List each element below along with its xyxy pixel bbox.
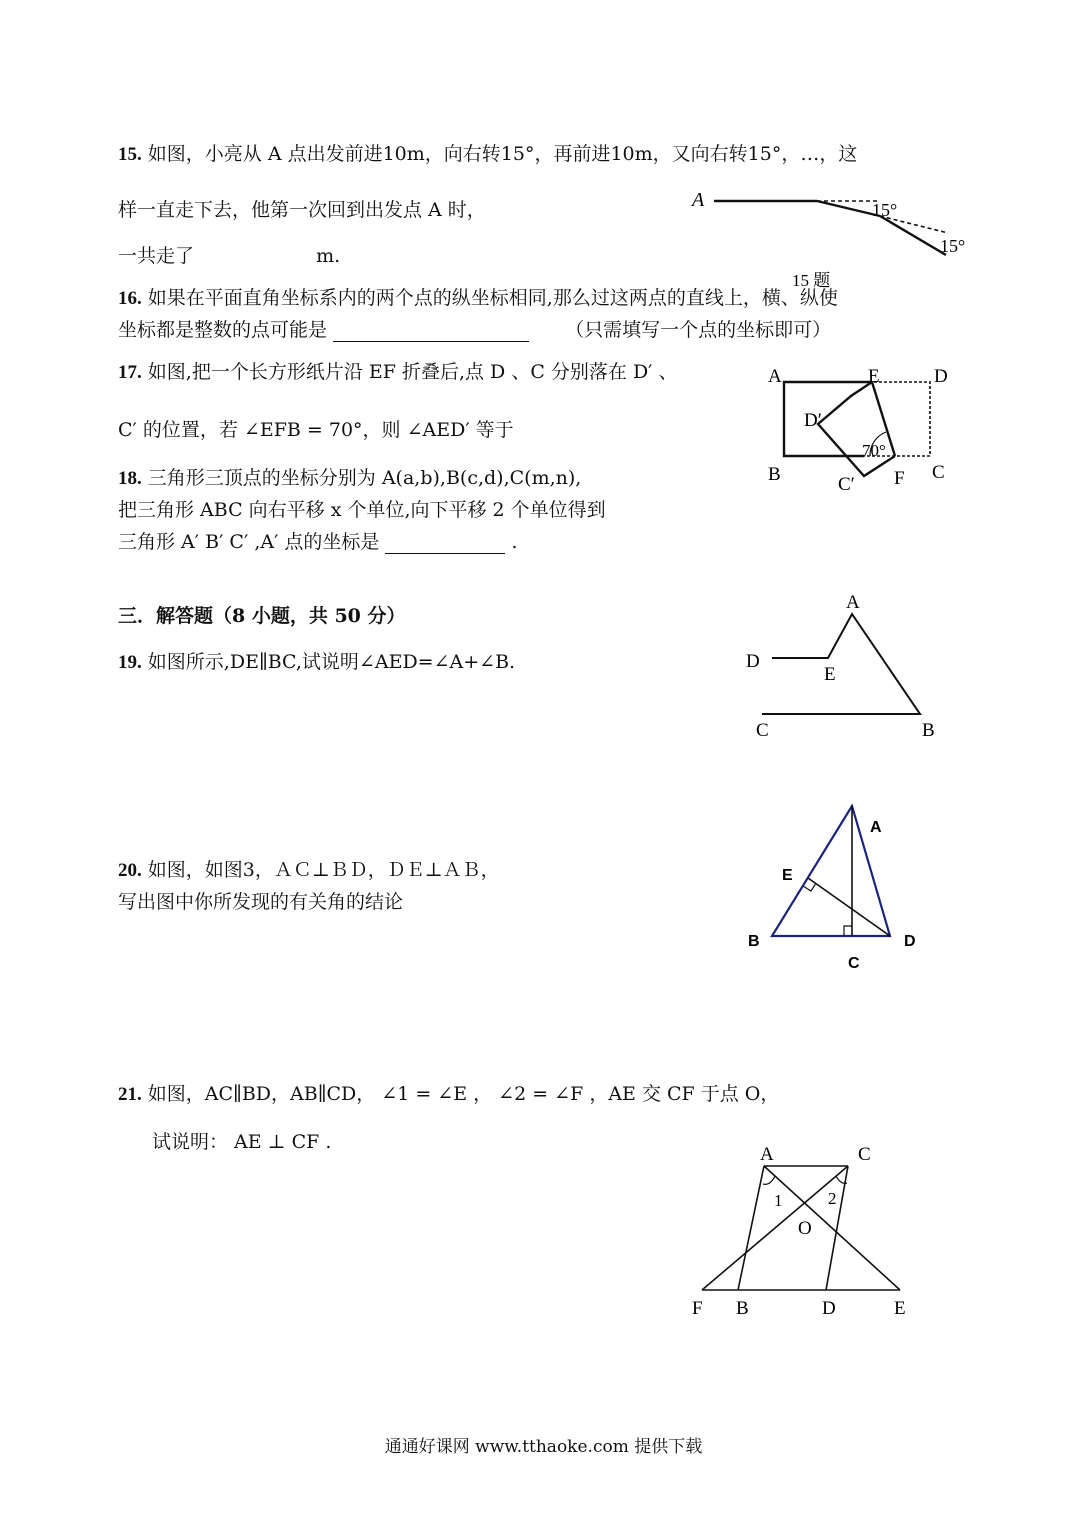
q17-label-e: E: [868, 366, 880, 387]
q18-number: 18.: [118, 468, 142, 489]
q16-line2: [118, 318, 831, 342]
q20-figure: [740, 800, 930, 980]
q18-line1: [118, 466, 581, 491]
page-footer: 通通好课网 www.tthaoke.com 提供下载: [384, 1437, 703, 1457]
q18-text-3: 三角形 A′ B′ C′ ,A′ 点的坐标是: [118, 531, 380, 553]
q21-label-1: 1: [774, 1191, 783, 1210]
q15-line1: [118, 142, 857, 167]
q18-answer-blank[interactable]: [385, 531, 505, 554]
q16-number: 16.: [118, 288, 142, 309]
q17-label-angle: 70°: [862, 441, 886, 460]
q17-text-1: 如图,把一个长方形纸片沿 EF 折叠后,点 D 、C 分别落在 D′ 、: [147, 361, 678, 383]
q15-label-a: A: [692, 189, 705, 211]
q15-text-3a: 一共走了: [118, 245, 195, 267]
q18-period: .: [511, 531, 518, 553]
q17-line2: C′ 的位置，若 ∠EFB = 70°，则 ∠AED′ 等于: [118, 419, 514, 441]
q20-label-d: D: [904, 933, 916, 950]
q16-text-2: 坐标都是整数的点可能是: [118, 319, 328, 341]
q15-angle-2: 15°: [940, 236, 966, 256]
q15-angle-1: 15°: [872, 200, 898, 220]
q21-label-b: B: [736, 1298, 749, 1319]
q19-line: [118, 650, 515, 675]
q15-caption: 15 题: [792, 271, 831, 290]
q21-line1: [118, 1082, 779, 1107]
q15-text-3b: m.: [316, 245, 341, 267]
q17-label-b: B: [768, 464, 781, 485]
q21-line2: 试说明： AE ⊥ CF .: [152, 1131, 332, 1153]
q20-label-c: C: [848, 955, 860, 972]
q21-label-f: F: [692, 1298, 703, 1319]
q17-line1: [118, 360, 678, 385]
q17-label-d: D: [934, 366, 948, 387]
q21-figure: [688, 1140, 928, 1325]
q19-label-b: B: [922, 720, 935, 741]
q19-label-a: A: [846, 592, 860, 613]
q17-label-c: C: [932, 462, 945, 483]
q17-label-a: A: [768, 366, 782, 387]
q17-number: 17.: [118, 362, 142, 383]
q15-text-1: 如图，小亮从 A 点出发前进10m，向右转15°，再前进10m，又向右转15°，…，这: [147, 143, 858, 165]
q17-figure: [760, 360, 990, 500]
q19-label-e: E: [824, 664, 836, 685]
q20-text-1: 如图，如图3，ＡＣ⊥ＢＤ，ＤＥ⊥ＡＢ，: [147, 859, 500, 881]
q17-label-f: F: [894, 468, 905, 489]
q19-number: 19.: [118, 652, 142, 673]
q19-text: 如图所示,DE∥BC,试说明∠AED=∠A+∠B.: [147, 651, 516, 673]
q17-label-cprime: C′: [838, 474, 855, 495]
q15-line3: [118, 244, 340, 268]
q17-label-dprime: D′: [804, 410, 822, 431]
q21-label-c: C: [858, 1144, 871, 1165]
q16-answer-blank[interactable]: [333, 319, 529, 342]
q19-label-c: C: [756, 720, 769, 741]
q20-label-b: B: [748, 933, 760, 950]
q19-label-d: D: [746, 651, 760, 672]
q21-label-a: A: [760, 1144, 774, 1165]
q20-line1: [118, 858, 500, 883]
q20-label-a: A: [870, 819, 882, 836]
q19-figure: [740, 590, 950, 750]
q18-text-1: 三角形三顶点的坐标分别为 A(a,b),B(c,d),C(m,n),: [147, 467, 582, 489]
q18-line2: 把三角形 ABC 向右平移 x 个单位,向下平移 2 个单位得到: [118, 499, 606, 521]
q16-note: （只需填写一个点的坐标即可）: [565, 319, 832, 341]
q21-number: 21.: [118, 1084, 142, 1105]
q15-line2: 样一直走下去，他第一次回到出发点 A 时，: [118, 199, 486, 221]
section3-title: 三．解答题（8 小题，共 50 分）: [118, 605, 406, 627]
q20-label-e: E: [782, 867, 793, 884]
q16-text-1: 如果在平面直角坐标系内的两个点的纵坐标相同,那么过这两点的直线上，横、纵使: [147, 287, 838, 309]
q21-label-e: E: [894, 1298, 906, 1319]
q16-line1: [118, 286, 838, 311]
q21-label-o: O: [798, 1218, 812, 1239]
q15-number: 15.: [118, 144, 142, 165]
q21-text-1: 如图，AC∥BD，AB∥CD， ∠1 = ∠E ， ∠2 = ∠F ，AE 交 CF 于点 O，: [147, 1083, 780, 1105]
q18-line3: [118, 530, 518, 554]
q20-line2: 写出图中你所发现的有关角的结论: [118, 891, 404, 913]
q21-label-2: 2: [828, 1189, 837, 1208]
q21-label-d: D: [822, 1298, 836, 1319]
q20-number: 20.: [118, 860, 142, 881]
q15-figure: [680, 180, 980, 290]
